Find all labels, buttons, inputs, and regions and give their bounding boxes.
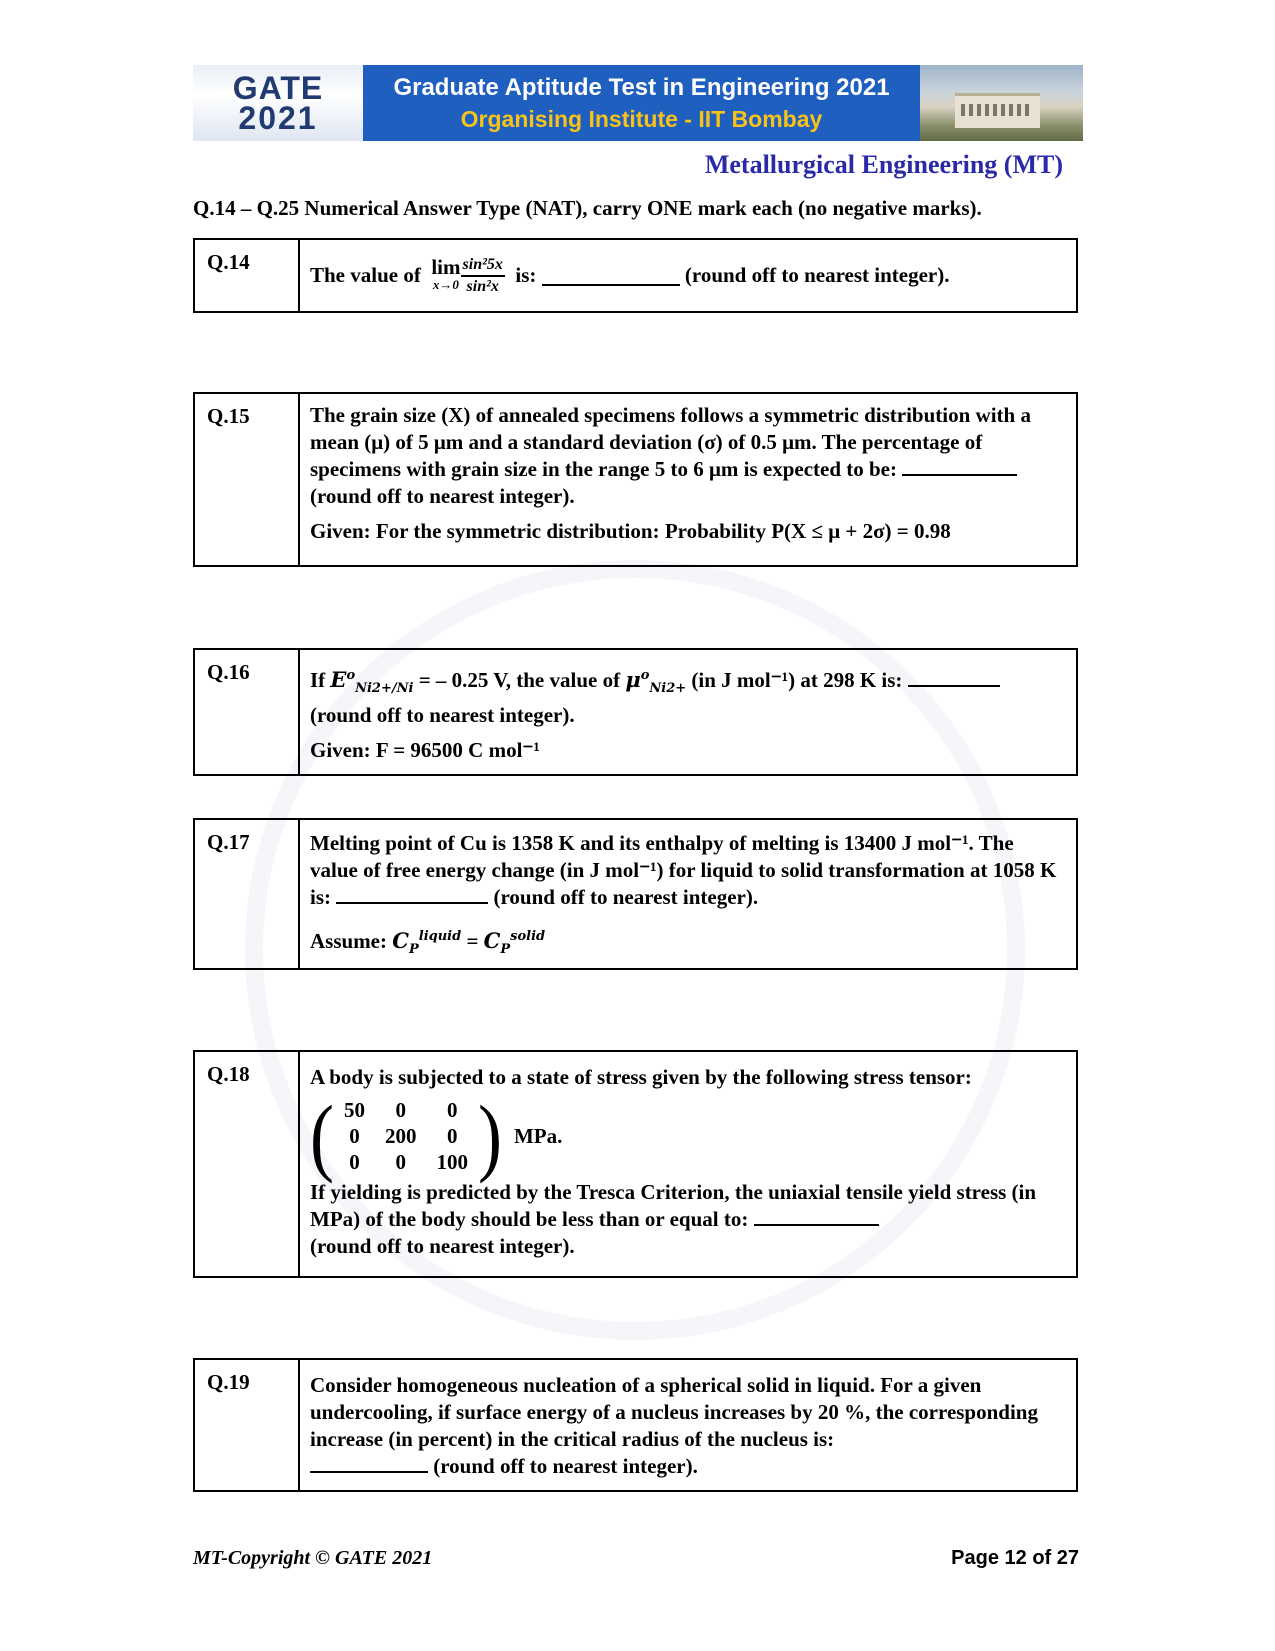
question-body [300, 820, 1076, 968]
subject-title: Metallurgical Engineering (MT) [704, 150, 1063, 179]
answer-blank[interactable] [310, 1453, 428, 1473]
tensor-cell: 0 [395, 1098, 406, 1122]
exam-title: Graduate Aptitude Test in Engineering 2021 [393, 74, 890, 101]
answer-blank[interactable] [902, 456, 1017, 476]
question-number: Q.15 [195, 394, 300, 565]
lim-sub: x→0 [432, 276, 459, 292]
given-note: Given: F = 96500 C mol⁻¹ [310, 738, 540, 763]
gate-logo [193, 65, 363, 141]
q19-text-b: (round off to nearest integer). [433, 1454, 698, 1478]
equals-sign: = [466, 929, 479, 953]
fraction [461, 255, 505, 297]
tensor-cell: 0 [349, 1124, 360, 1148]
question-box-18 [193, 1050, 1078, 1278]
cp-sub: P [500, 942, 511, 958]
q18-text-a: A body is subjected to a state of stress given by the following stress tensor: [310, 1065, 972, 1089]
q14-text-c: (round off to nearest integer). [684, 263, 950, 287]
q17-text-a: Melting point of Cu is 1358 K and its enthalpy of melting is 13400 J mol⁻¹. The value of free energy change (in J mol⁻¹) for liquid to solid transformation at 1058 K is: [310, 831, 1057, 909]
cp-symbol: C [483, 928, 501, 953]
cp-sub: P [408, 942, 419, 958]
copyright-footer: MT-Copyright © GATE 2021 [193, 1547, 433, 1569]
question-box-17 [193, 818, 1078, 970]
mu-sub: Ni2+ [649, 681, 687, 697]
question-box-15 [193, 392, 1078, 567]
tensor-cell: 0 [395, 1150, 406, 1174]
q17-text-b: (round off to nearest integer). [493, 885, 759, 909]
tensor-cell: 50 [343, 1098, 365, 1122]
numerator: sin²5x [461, 255, 505, 277]
tensor-table [334, 1097, 478, 1175]
e-sup: o [346, 668, 356, 683]
assumption [310, 923, 1066, 963]
q14-text-b: is: [515, 263, 537, 287]
electrode-potential [330, 667, 414, 697]
tensor-cell: 0 [446, 1124, 458, 1148]
cp-solid: solid [510, 929, 546, 944]
question-number: Q.14 [195, 240, 300, 311]
logo-line1: GATE [232, 70, 324, 106]
question-body [300, 394, 1076, 565]
q15-text-a: The grain size (X) of annealed specimens follows a symmetric distribution with a mean (μ) of 5 μm and a standard deviation (σ) of 0.5 μm. The percentage of specimens with grain size in the range 5 to 6 μm is expected to be: [310, 403, 1031, 481]
e-sub: Ni2+/Ni [355, 681, 414, 697]
tensor-cell: 0 [446, 1098, 458, 1122]
question-body [300, 240, 1076, 311]
page-number: Page 12 of 27 [951, 1547, 1079, 1569]
organiser-title: Organising Institute - IIT Bombay [460, 106, 823, 132]
logo-line2: 2021 [238, 100, 318, 136]
q18-text-c: (round off to nearest integer). [310, 1234, 575, 1258]
given-note: Given: For the symmetric distribution: Probability P(X ≤ μ + 2σ) = 0.98 [310, 519, 951, 543]
answer-blank[interactable] [908, 667, 1000, 687]
cp-symbol: C [392, 928, 409, 953]
e-symbol: E [330, 667, 347, 692]
q16-text-b: = – 0.25 V, the value of [418, 668, 621, 692]
cp-liquid: liquid [418, 929, 462, 944]
q19-text-a: Consider homogeneous nucleation of a spherical solid in liquid. For a given undercooling, if surface energy of a nucleus increases by 20 %, the corresponding increase (in percent) in the critical radius of the nucleus is: [310, 1373, 1038, 1451]
lim: lim [431, 254, 461, 279]
question-number: Q.16 [195, 650, 300, 774]
q16-text-d: (round off to nearest integer). [310, 703, 575, 728]
q16-text-a: If [310, 668, 326, 692]
limit-expression [431, 254, 461, 294]
question-number: Q.19 [195, 1360, 300, 1490]
mu-symbol: μ [625, 667, 641, 692]
tensor-cell: 200 [384, 1124, 417, 1148]
left-paren: ( [310, 1088, 334, 1184]
answer-blank[interactable] [336, 884, 488, 904]
title-block [363, 65, 920, 141]
tensor-cell: 0 [349, 1150, 360, 1174]
q14-text-a: The value of [310, 263, 421, 287]
denominator: sin²x [466, 277, 499, 295]
question-number: Q.17 [195, 820, 300, 968]
unit-label: MPa. [513, 1123, 563, 1148]
right-paren: ) [477, 1088, 502, 1184]
question-box-16 [193, 648, 1078, 776]
question-body [300, 1052, 1076, 1276]
question-box-14 [193, 238, 1078, 313]
chemical-potential [625, 667, 687, 697]
q16-text-c: (in J mol⁻¹) at 298 K is: [691, 668, 903, 692]
header-banner [193, 65, 1083, 141]
question-body [300, 650, 1076, 774]
institute-photo [920, 65, 1083, 141]
question-box-19 [193, 1358, 1078, 1492]
question-number: Q.18 [195, 1052, 300, 1276]
stress-tensor [310, 1088, 1066, 1184]
answer-blank[interactable] [542, 266, 680, 286]
tensor-cell: 100 [436, 1150, 468, 1174]
q15-text-b: (round off to nearest integer). [310, 484, 575, 508]
section-heading: Q.14 – Q.25 Numerical Answer Type (NAT), carry ONE mark each (no negative marks). [193, 196, 982, 220]
q18-text-b: If yielding is predicted by the Tresca Criterion, the uniaxial tensile yield stress (in MPa) of the body should be less than or equal to: [310, 1180, 1037, 1231]
mu-sup: o [640, 668, 650, 683]
question-body [300, 1360, 1076, 1490]
assume-label: Assume: [310, 929, 387, 953]
answer-blank[interactable] [754, 1206, 879, 1226]
